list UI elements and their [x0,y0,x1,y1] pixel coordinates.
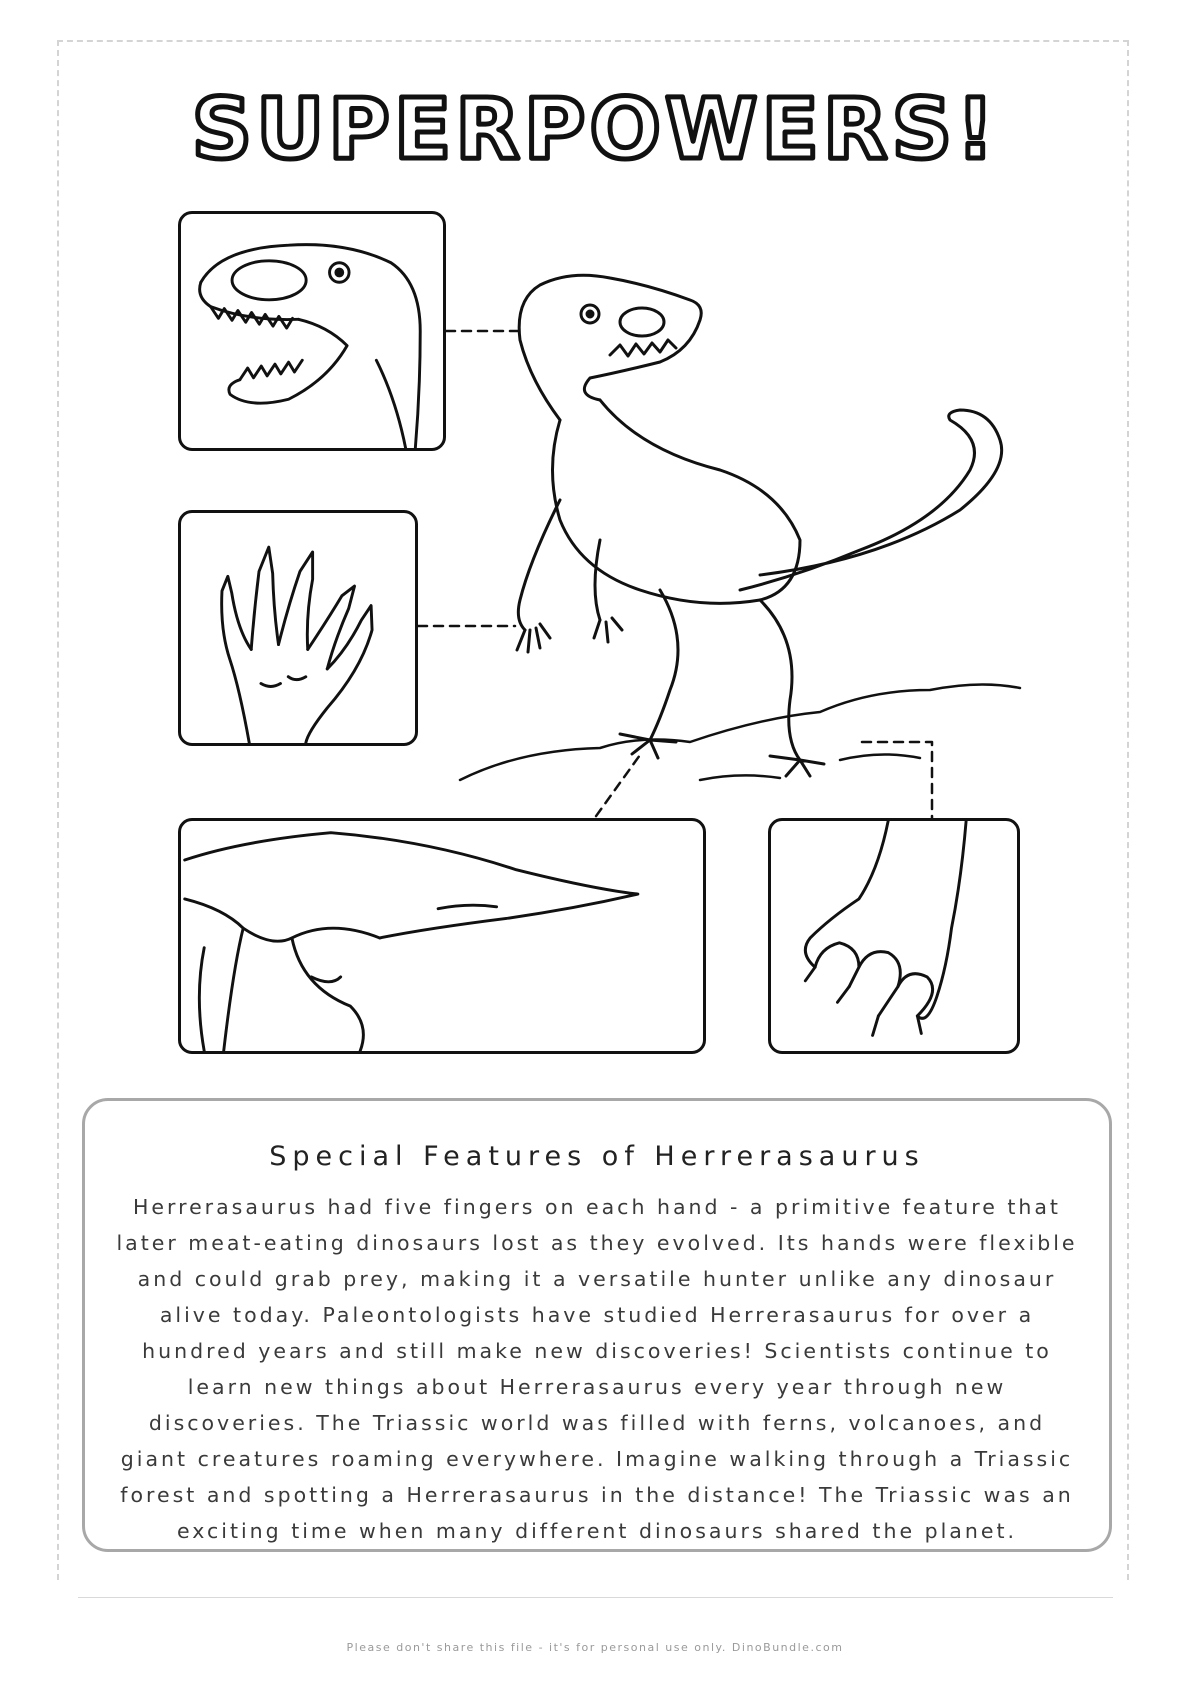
head-closeup-panel [178,211,446,451]
info-box [82,1098,1112,1552]
tail-closeup-panel [178,818,706,1054]
svg-text:SUPERPOWERS!: SUPERPOWERS! [191,80,999,178]
page-title [0,78,1190,178]
title-outline-text [0,78,1190,178]
footer-notice: Please don't share this file - it's for personal use only. DinoBundle.com [346,1641,844,1654]
dinosaur-tail-closeup-icon [181,821,703,1051]
info-heading: Special Features of Herrerasaurus [269,1141,925,1172]
info-body: Herrerasaurus had five fingers on each hand - a primitive feature that later meat-eating dinosaurs lost as they evolved. Its hands were flexible and could grab prey, making it a versatile hunter unlike any dinosaur alive today. Paleontologists have studied Herrerasaurus for over a hundred years and still make new discoveries! Scientists continue to learn new things about Herrerasaurus every year through new discoveries. The Triassic world was filled with ferns, volcanoes, and giant creatures roaming everywhere. Imagine walking through a Triassic forest and spotting a Herrerasaurus in the distance! The Triassic was an exciting time when many different dinosaurs shared the planet. [116,1195,1078,1543]
foot-closeup-panel [768,818,1020,1054]
dinosaur-head-closeup-icon [181,214,443,448]
dinosaur-foot-closeup-icon [771,821,1017,1051]
dinosaur-hand-closeup-icon [181,513,415,743]
hand-closeup-panel [178,510,418,746]
footer-divider [78,1597,1113,1598]
